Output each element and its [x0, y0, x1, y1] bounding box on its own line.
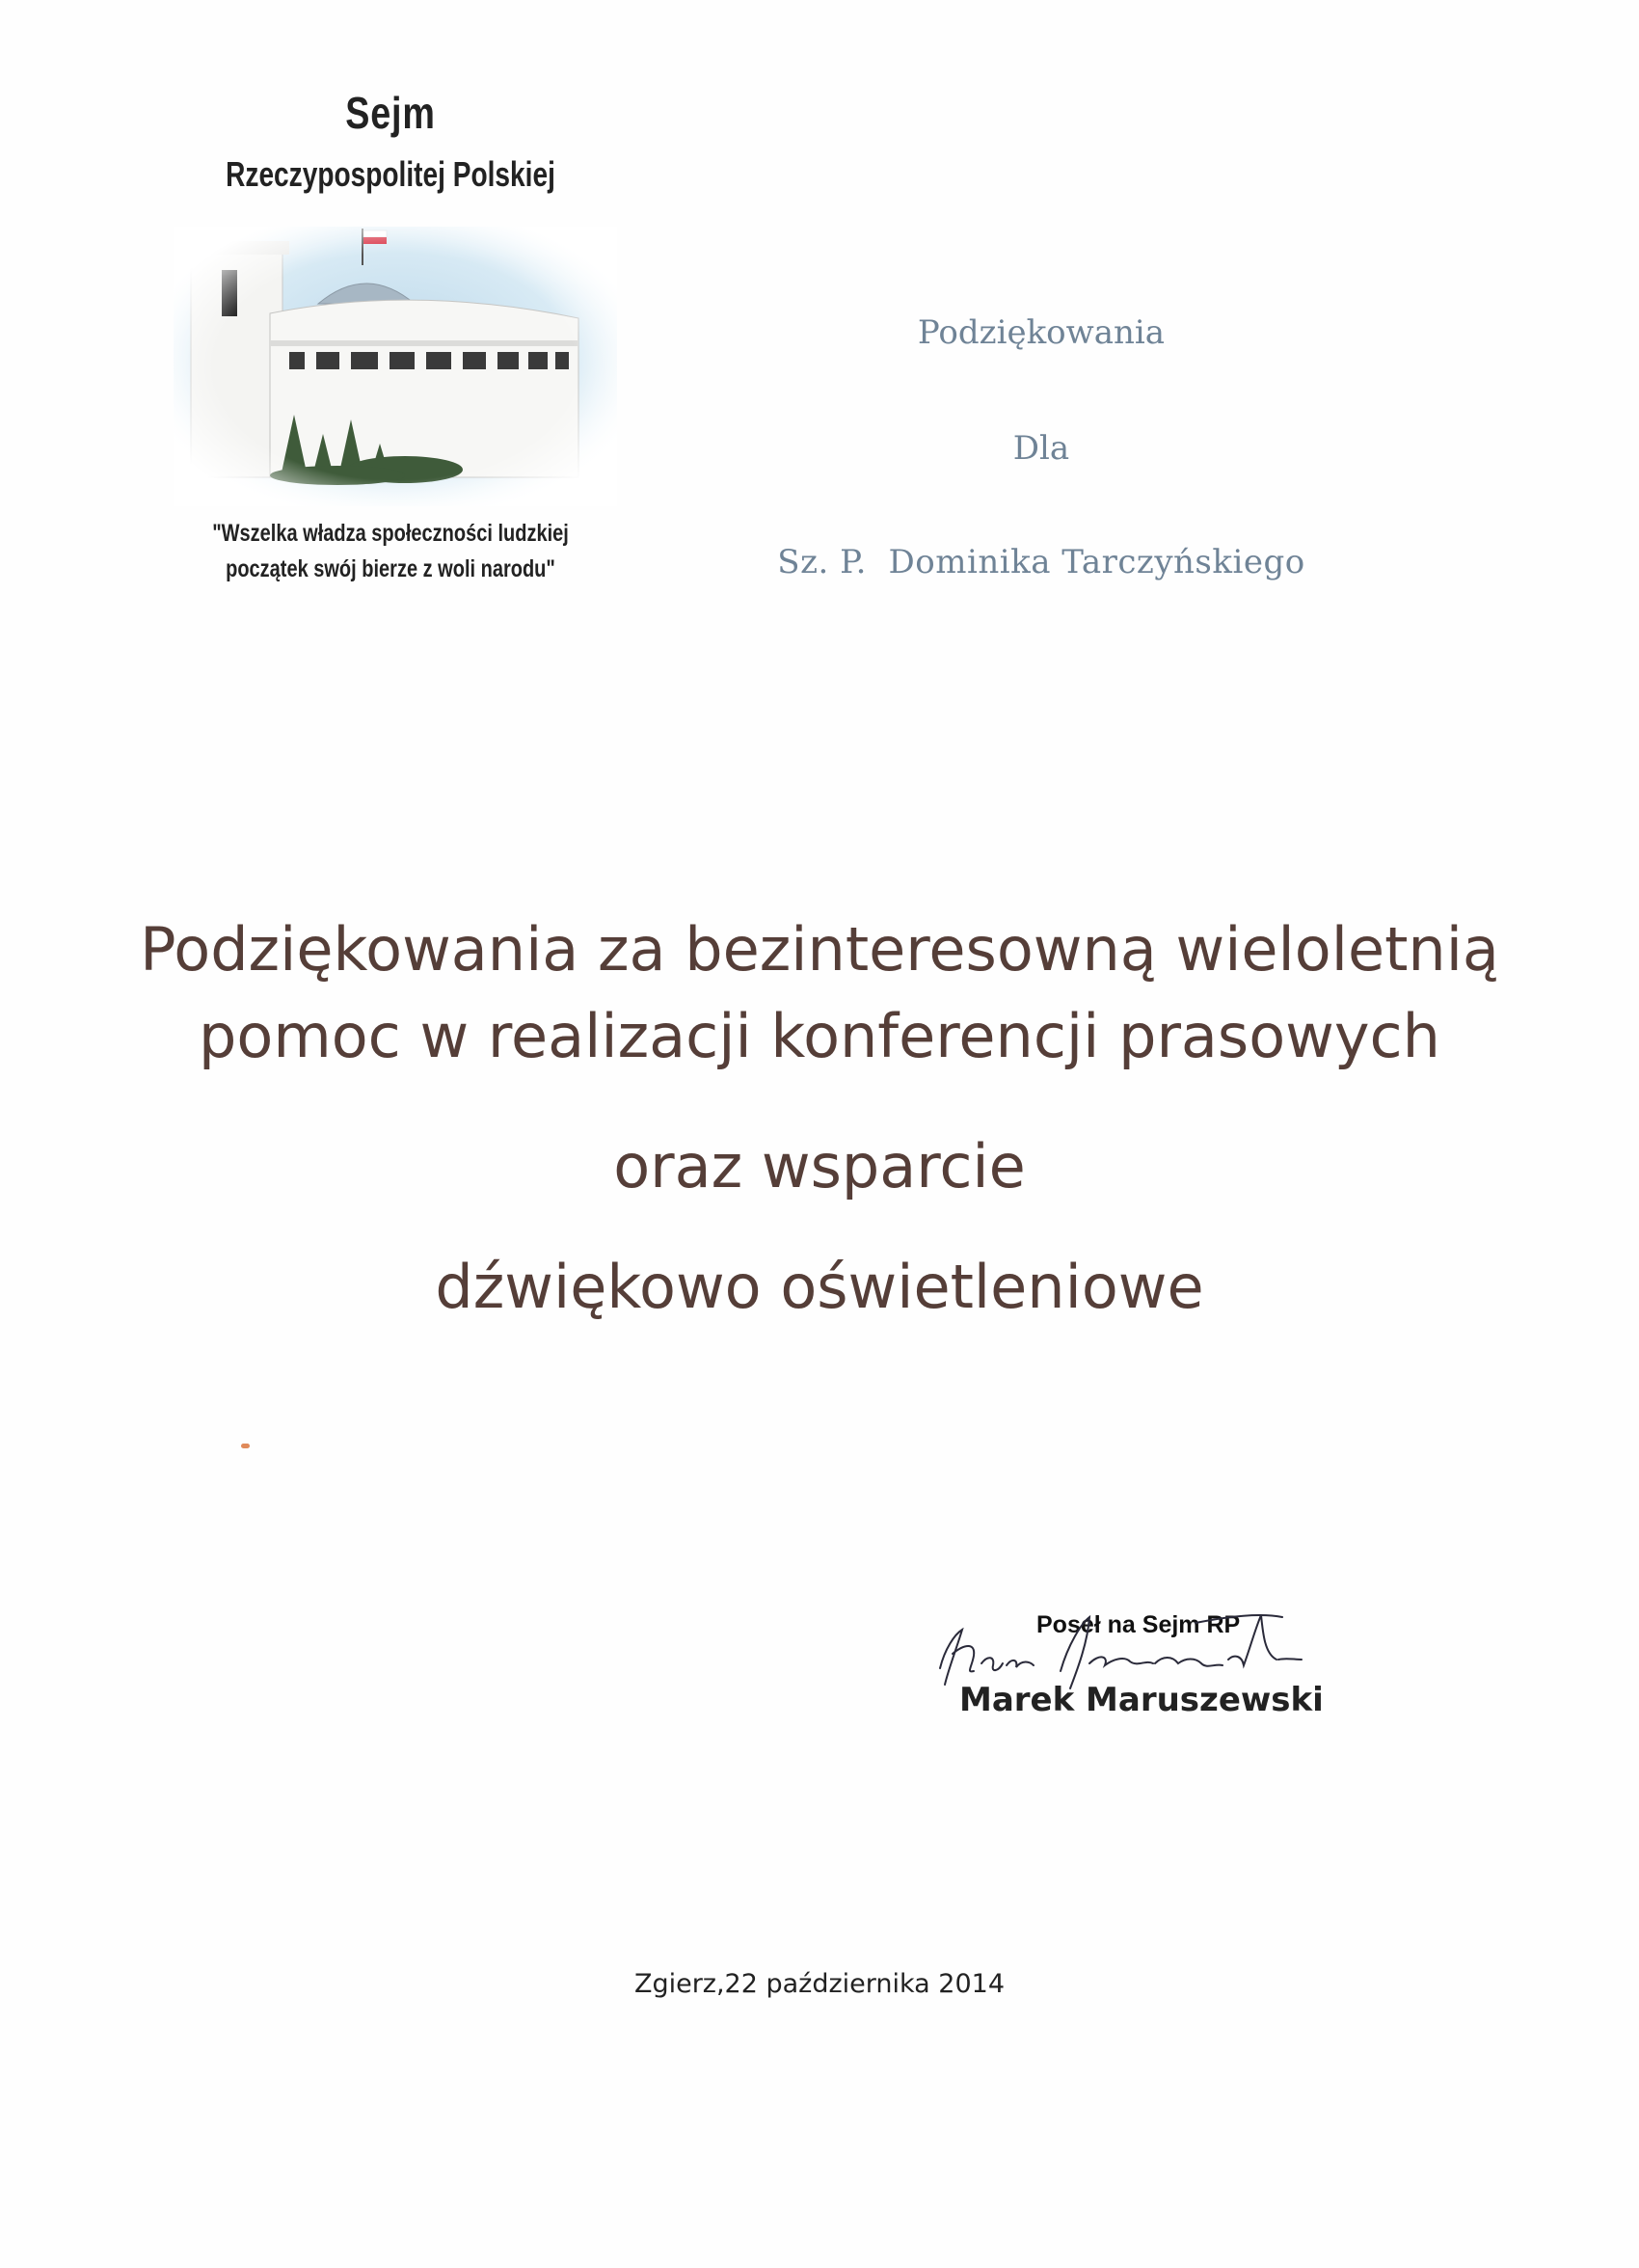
- body-line: pomoc w realizacji konferencji prasowych: [199, 1001, 1440, 1071]
- sejm-building-image: [174, 227, 617, 506]
- body-line: Podziękowania za bezinteresowną wieloletnią: [140, 914, 1499, 985]
- emblem-quote: [202, 516, 579, 587]
- signature-title: Poseł na Sejm RP: [1036, 1611, 1241, 1638]
- recipient-name: Sz. P. Dominika Tarczyńskiego: [777, 543, 1305, 581]
- emblem-subtitle: Rzeczypospolitej Polskiej: [226, 154, 555, 194]
- emblem-title: Sejm: [345, 88, 436, 138]
- body-line: oraz wsparcie: [613, 1131, 1026, 1202]
- emblem-quote-line: początek swój bierze z woli narodu": [226, 555, 555, 582]
- sejm-emblem: [164, 87, 617, 608]
- for-label: Dla: [1012, 429, 1070, 468]
- ink-speck: [241, 1444, 250, 1448]
- signature-block: [906, 1596, 1369, 1750]
- signer-name: Marek Maruszewski: [959, 1681, 1324, 1719]
- place-date: Zgierz,22 października 2014: [633, 1969, 1006, 1999]
- emblem-quote-line: "Wszelka władza społeczności ludzkiej: [212, 520, 569, 547]
- body-line: dźwiękowo oświetleniowe: [435, 1252, 1204, 1322]
- thanks-heading: Podziękowania: [917, 313, 1166, 352]
